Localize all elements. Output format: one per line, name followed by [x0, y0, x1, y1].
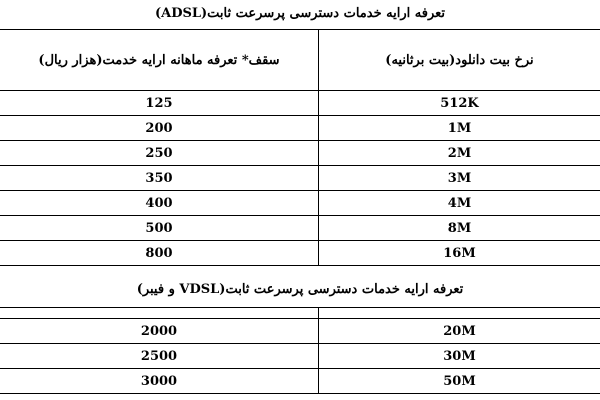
- price-cell: 2500: [0, 344, 319, 369]
- table-row: [0, 344, 600, 369]
- table-row: [0, 166, 600, 191]
- speed-cell: 16M: [319, 241, 600, 266]
- speed-cell: 3M: [319, 166, 600, 191]
- adsl-tariff-table: [0, 29, 600, 266]
- speed-cell: 50M: [319, 369, 600, 394]
- speed-cell: 1M: [319, 116, 600, 141]
- speed-cell: 30M: [319, 344, 600, 369]
- table-row: [0, 241, 600, 266]
- price-cell: 350: [0, 166, 319, 191]
- table-row: [0, 191, 600, 216]
- speed-cell: 20M: [319, 319, 600, 344]
- price-cell: 800: [0, 241, 319, 266]
- price-cell: 250: [0, 141, 319, 166]
- table-row: [0, 369, 600, 394]
- price-cell: 200: [0, 116, 319, 141]
- table-row: [0, 116, 600, 141]
- vdsl-tariff-table: [0, 307, 600, 394]
- price-column-header: سقف* تعرفه ماهانه ارایه خدمت(هزار ریال): [0, 30, 319, 91]
- table-row: [0, 91, 600, 116]
- price-cell: 2000: [0, 319, 319, 344]
- table-row: [0, 141, 600, 166]
- price-cell: 500: [0, 216, 319, 241]
- table-row: [0, 216, 600, 241]
- price-cell: 125: [0, 91, 319, 116]
- table-header-row: [0, 30, 600, 91]
- speed-column-header: نرخ بیت دانلود(بیت برثانیه): [319, 30, 600, 91]
- speed-cell: 512K: [319, 91, 600, 116]
- vdsl-table-title: تعرفه ارایه خدمات دسترسی پرسرعت ثابت(VDSL و فیبر): [136, 282, 464, 297]
- price-cell: 3000: [0, 369, 319, 394]
- table-spacer-row: [0, 308, 600, 319]
- speed-cell: 4M: [319, 191, 600, 216]
- adsl-table-title: تعرفه ارایه خدمات دسترسی پرسرعت ثابت(ADSL): [154, 6, 446, 21]
- speed-cell: 2M: [319, 141, 600, 166]
- empty-cell: [0, 308, 319, 319]
- empty-cell: [319, 308, 600, 319]
- speed-cell: 8M: [319, 216, 600, 241]
- price-cell: 400: [0, 191, 319, 216]
- table-row: [0, 319, 600, 344]
